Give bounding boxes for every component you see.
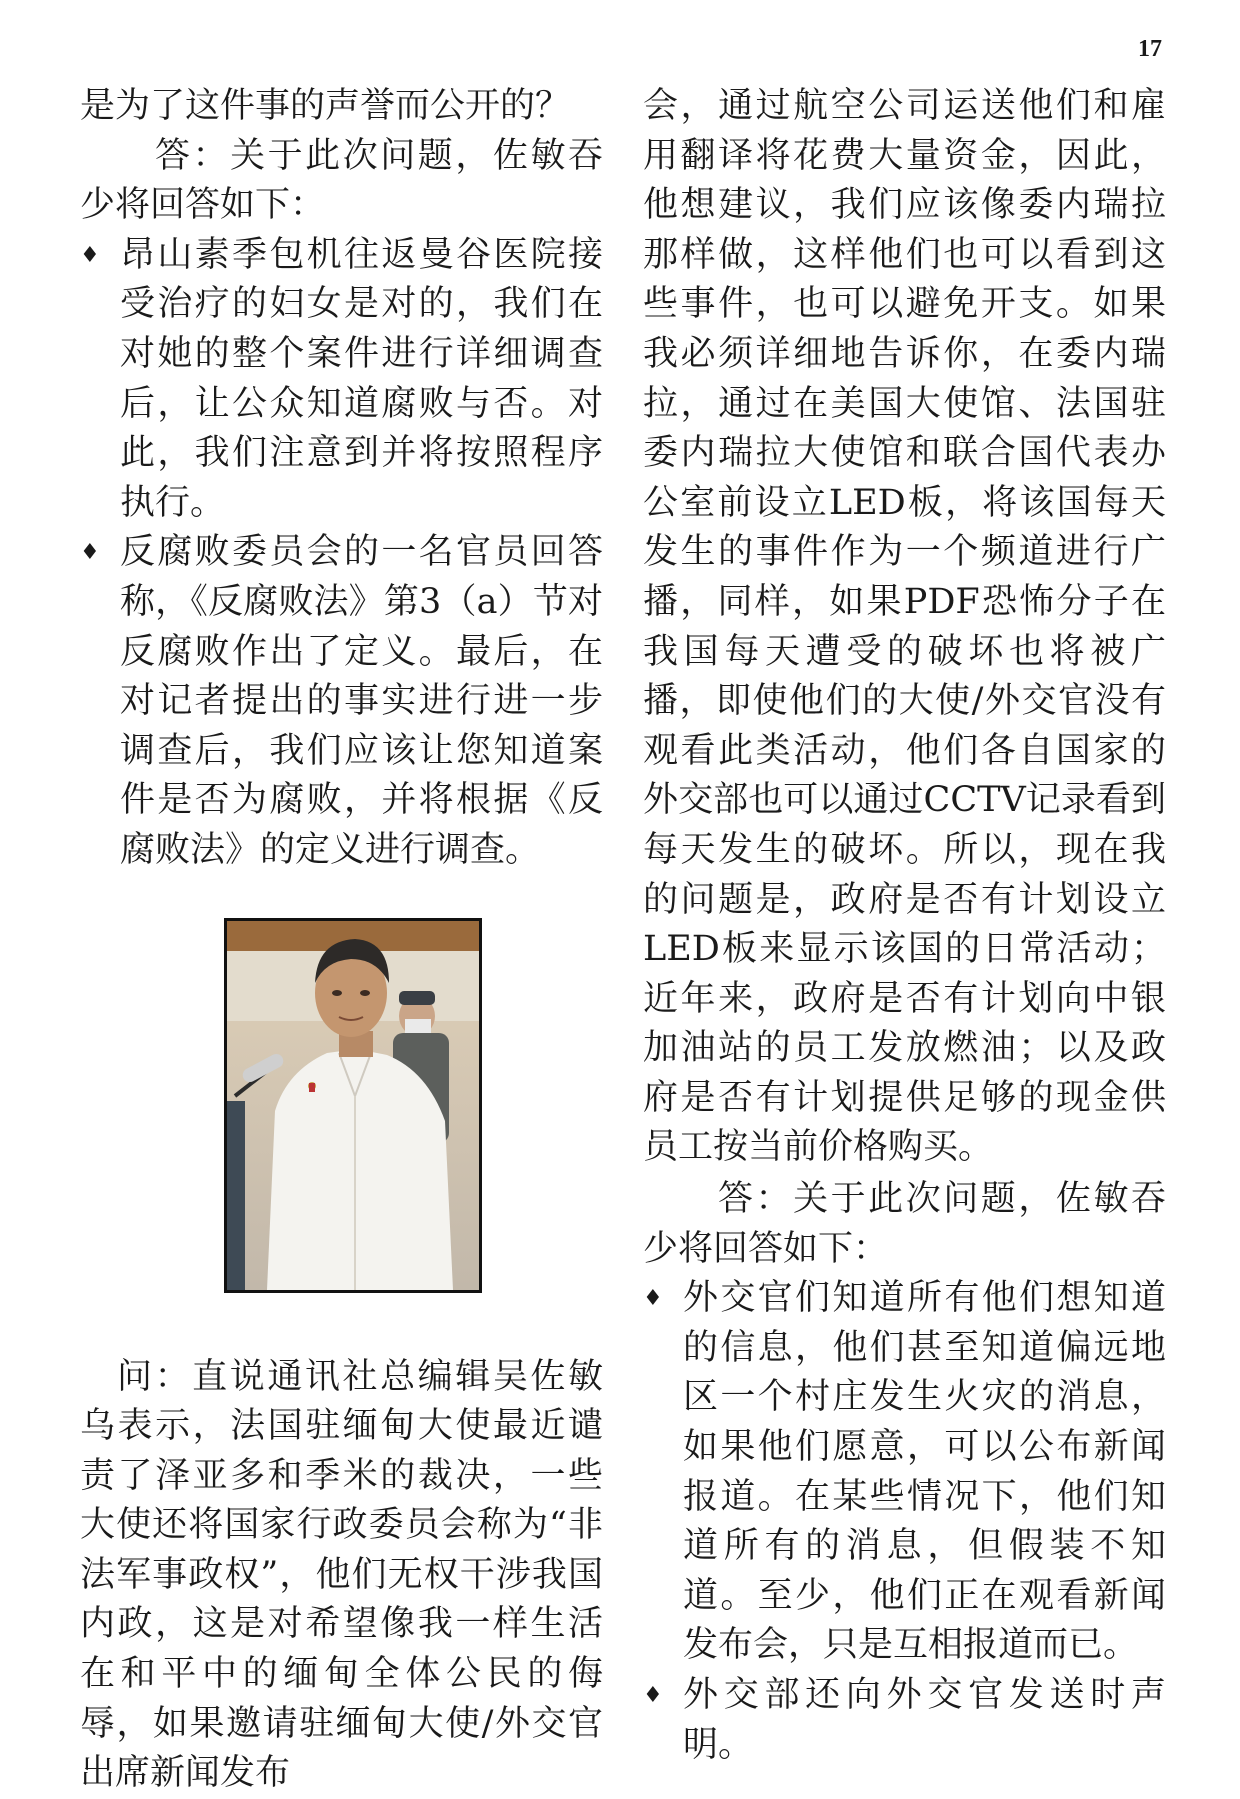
diamond-bullet-icon: ♦ xyxy=(643,1286,663,1312)
speaker-photo xyxy=(224,918,482,1293)
bullet-text: 外交部还向外交官发送时声明。 xyxy=(683,1675,1166,1765)
bullet-item xyxy=(643,1274,1166,1671)
bullet-text: 反腐败委员会的一名官员回答称，《反腐败法》第3（a）节对反腐败作出了定义。最后，在对记者提出的事实进行进一步调查后，我们应该让您知道案件是否为腐败，并将根据《反腐败法》的定义进行调查。 xyxy=(120,532,603,870)
bullet-text: 昂山素季包机往返曼谷医院接受治疗的妇女是对的，我们在对她的整个案件进行详细调查后，让公众知道腐败与否。对此，我们注意到并将按照程序执行。 xyxy=(120,234,603,523)
diamond-bullet-icon: ♦ xyxy=(80,540,100,566)
left-column xyxy=(80,82,603,1799)
bullet-item xyxy=(80,231,603,529)
diamond-bullet-icon: ♦ xyxy=(643,1683,663,1708)
right-column xyxy=(643,82,1166,1770)
bullet-item xyxy=(643,1671,1166,1770)
question-paragraph-continued: 会，通过航空公司运送他们和雇用翻译将花费大量资金，因此，他想建议，我们应该像委内瑞拉那样做，这样他们也可以看到这些事件，也可以避免开支。如果我必须详细地告诉你，在委内瑞拉，通过在美国大使馆、法国驻委内瑞拉大使馆和联合国代表办公室前设立LED板，将该国每天发生的事件作为一个频道进行广播，同样，如果PDF恐怖分子在我国每天遭受的破坏也将被广播，即使他们的大使/外交官没有观看此类活动，他们各自国家的外交部也可以通过CCTV记录看到每天发生的破坏。所以，现在我的问题是，政府是否有计划设立LED板来显示该国的日常活动；近年来，政府是否有计划向中银加油站的员工发放燃油；以及政府是否有计划提供足够的现金供员工按当前价格购买。 xyxy=(643,86,1166,1168)
answer-bullet-list xyxy=(80,231,603,876)
answer-intro: 答：关于此次问题，佐敏吞少将回答如下： xyxy=(80,135,603,226)
intro-line: 是为了这件事的声誉而公开的？ xyxy=(80,86,571,126)
bullet-text: 外交官们知道所有他们想知道的信息，他们甚至知道偏远地区一个村庄发生火灾的消息，如果他们愿意，可以公布新闻报道。在某些情况下，他们知道所有的消息，但假装不知道。至少，他们正在观看新闻发布会，只是互相报道而已。 xyxy=(683,1278,1166,1666)
question-paragraph: 问：直说通讯社总编辑吴佐敏乌表示，法国驻缅甸大使最近谴责了泽亚多和季米的裁决，一些大使还将国家行政委员会称为“非法军事政权”，他们无权干涉我国内政，这是对希望像我一样生活在和平中的缅甸全体公民的侮辱，如果邀请驻缅甸大使/外交官出席新闻发布 xyxy=(80,1356,603,1794)
answer-intro: 答：关于此次问题，佐敏吞少将回答如下： xyxy=(643,1179,1166,1269)
speaker-photo-illustration xyxy=(227,921,479,1290)
answer-bullet-list xyxy=(643,1274,1166,1770)
diamond-bullet-icon: ♦ xyxy=(80,242,100,268)
page-number: 17 xyxy=(1138,36,1162,62)
bullet-item xyxy=(80,528,603,875)
